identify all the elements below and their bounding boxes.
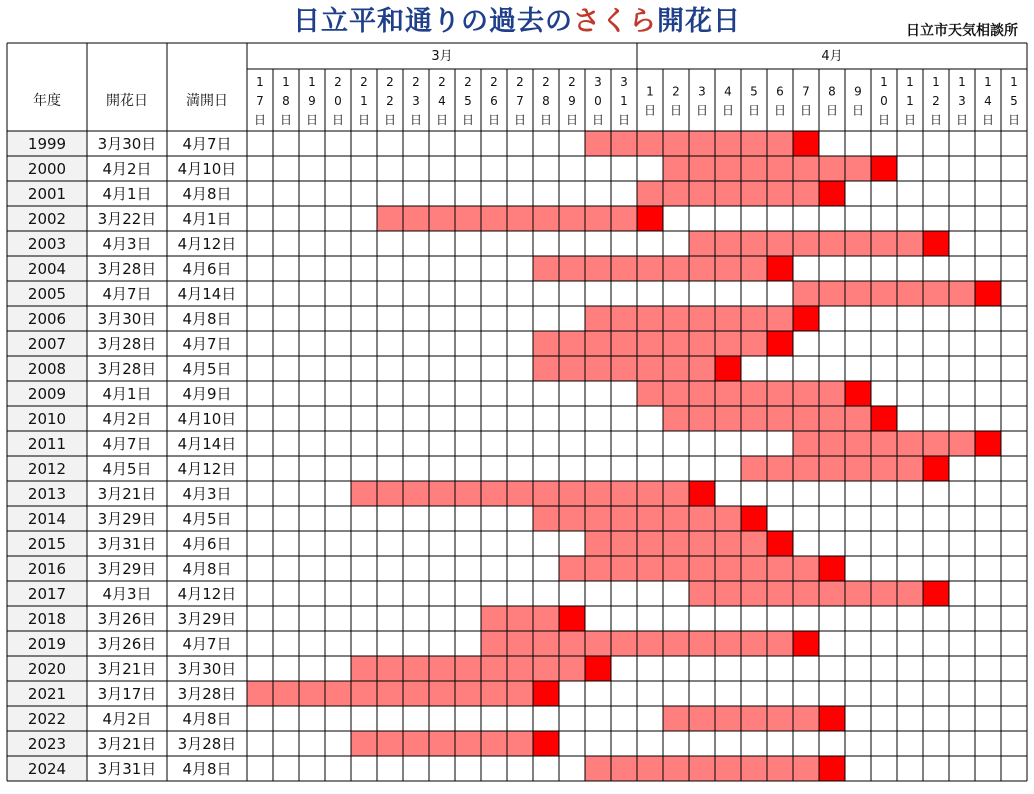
day-label: 日 [565,113,579,127]
bloom-date-cell: 3月31日 [97,535,157,553]
year-cell: 2008 [27,360,67,378]
full-bloom-date-cell: 4月1日 [182,210,232,228]
day-label: 1 [932,75,940,89]
month-label-april: 4月 [821,49,843,64]
year-cell: 2009 [27,385,67,403]
bloom-period-bar [793,431,975,456]
day-label: 日 [1007,113,1021,127]
day-label: 2 [334,75,342,89]
day-label: 2 [490,75,498,89]
day-label: 0 [594,94,602,108]
day-label: 1 [1010,75,1018,89]
day-label: 2 [568,75,576,89]
bloom-date-cell: 4月1日 [102,185,152,203]
full-bloom-cell [585,656,611,681]
year-cell: 2017 [27,585,67,603]
full-bloom-cell [871,156,897,181]
title-part-3: 開花日 [657,6,741,37]
full-bloom-cell [923,581,949,606]
full-bloom-date-cell: 4月7日 [182,135,232,153]
day-label: 日 [383,113,397,127]
day-label: 9 [308,94,316,108]
year-cell: 2006 [27,310,67,328]
bloom-date-cell: 3月26日 [97,610,157,628]
day-label: 2 [932,94,940,108]
full-bloom-date-cell: 4月8日 [182,185,232,203]
year-cell: 2022 [27,710,67,728]
day-label: 7 [802,84,810,99]
year-cell: 2020 [27,660,67,678]
bloom-date-cell: 4月7日 [102,285,152,303]
full-bloom-cell [975,281,1001,306]
year-cell: 2005 [27,285,67,303]
title-part-sakura: さくら [573,6,657,37]
year-cell: 2021 [27,685,67,703]
day-label: 1 [256,75,264,89]
day-label: 0 [334,94,342,108]
day-label: 日 [929,113,943,127]
day-label: 1 [308,75,316,89]
day-label: 日 [747,103,761,118]
bloom-date-cell: 4月2日 [102,160,152,178]
day-label: 日 [305,113,319,127]
day-label: 6 [490,94,498,108]
full-bloom-cell [923,231,949,256]
year-cell: 1999 [27,135,67,153]
bloom-date-cell: 4月3日 [102,585,152,603]
full-bloom-date-cell: 4月6日 [182,260,232,278]
year-cell: 2000 [27,160,67,178]
bloom-date-cell: 3月17日 [97,685,157,703]
day-label: 日 [487,113,501,127]
day-label: 1 [984,75,992,89]
full-bloom-date-cell: 4月14日 [177,285,237,303]
bloom-period-bar [585,531,767,556]
bloom-date-cell: 3月28日 [97,335,157,353]
bloom-date-cell: 3月29日 [97,560,157,578]
bloom-period-bar [533,256,767,281]
bloom-period-bar [689,581,923,606]
bloom-period-bar [741,456,923,481]
day-label: 日 [721,103,735,118]
bloom-date-cell: 4月2日 [102,410,152,428]
full-bloom-cell [637,206,663,231]
day-label: 2 [464,75,472,89]
full-bloom-cell [819,756,845,781]
day-label: 日 [591,113,605,127]
day-label: 日 [279,113,293,127]
day-label: 日 [513,113,527,127]
full-bloom-date-cell: 4月8日 [182,760,232,778]
day-label: 日 [825,103,839,118]
day-label: 2 [412,75,420,89]
year-cell: 2019 [27,635,67,653]
full-bloom-cell [793,306,819,331]
full-bloom-date-cell: 4月3日 [182,485,232,503]
bloom-date-cell: 4月3日 [102,235,152,253]
bloom-date-cell: 4月5日 [102,460,152,478]
day-label: 2 [542,75,550,89]
day-label: 9 [854,84,862,99]
day-label: 4 [724,84,732,99]
bloom-period-bar [637,181,819,206]
header-bloom: 開花日 [106,93,148,109]
full-bloom-cell [689,481,715,506]
year-cell: 2007 [27,335,67,353]
day-label: 5 [750,84,758,99]
day-label: 日 [357,113,371,127]
full-bloom-cell [975,431,1001,456]
bloom-date-cell: 4月1日 [102,385,152,403]
year-cell: 2004 [27,260,67,278]
day-label: 7 [516,94,524,108]
source-label: 日立市天気相談所 [906,23,1018,39]
full-bloom-date-cell: 4月7日 [182,635,232,653]
bloom-period-bar [351,656,585,681]
full-bloom-cell [871,406,897,431]
day-label: 3 [594,75,602,89]
full-bloom-date-cell: 4月12日 [177,235,237,253]
full-bloom-date-cell: 4月8日 [182,310,232,328]
year-cell: 2012 [27,460,67,478]
year-cell: 2015 [27,535,67,553]
full-bloom-cell [767,531,793,556]
full-bloom-date-cell: 3月29日 [177,610,237,628]
bloom-period-bar [351,731,533,756]
full-bloom-date-cell: 4月8日 [182,710,232,728]
year-cell: 2001 [27,185,67,203]
bloom-period-bar [533,356,715,381]
day-label: 3 [620,75,628,89]
full-bloom-date-cell: 4月8日 [182,560,232,578]
bloom-date-cell: 3月28日 [97,360,157,378]
day-label: 7 [256,94,264,108]
day-label: 8 [282,94,290,108]
day-label: 2 [360,75,368,89]
bloom-date-cell: 3月21日 [97,660,157,678]
year-cell: 2016 [27,560,67,578]
full-bloom-date-cell: 4月9日 [182,385,232,403]
full-bloom-date-cell: 4月7日 [182,335,232,353]
day-label: 5 [464,94,472,108]
full-bloom-date-cell: 3月28日 [177,735,237,753]
day-label: 2 [438,75,446,89]
day-label: 1 [880,75,888,89]
day-label: 6 [776,84,784,99]
day-label: 日 [903,113,917,127]
full-bloom-date-cell: 3月28日 [177,685,237,703]
bloom-period-bar [351,481,689,506]
day-label: 1 [282,75,290,89]
bloom-date-cell: 3月22日 [97,210,157,228]
full-bloom-date-cell: 4月5日 [182,360,232,378]
full-bloom-date-cell: 4月10日 [177,410,237,428]
full-bloom-cell [793,631,819,656]
day-label: 日 [669,103,683,118]
day-label: 日 [435,113,449,127]
day-label: 日 [799,103,813,118]
day-label: 8 [542,94,550,108]
header-year: 年度 [33,93,61,109]
full-bloom-date-cell: 3月30日 [177,660,237,678]
day-label: 日 [409,113,423,127]
bloom-date-cell: 4月7日 [102,435,152,453]
full-bloom-cell [923,456,949,481]
day-label: 3 [412,94,420,108]
bloom-date-cell: 4月2日 [102,710,152,728]
day-label: 2 [516,75,524,89]
month-label-march: 3月 [431,49,453,64]
full-bloom-cell [533,681,559,706]
full-bloom-cell [559,606,585,631]
bloom-date-cell: 3月29日 [97,510,157,528]
full-bloom-cell [793,131,819,156]
day-label: 1 [906,75,914,89]
bloom-period-bar [481,606,559,631]
bloom-date-cell: 3月21日 [97,485,157,503]
year-cell: 2011 [27,435,67,453]
full-bloom-date-cell: 4月10日 [177,160,237,178]
full-bloom-cell [533,731,559,756]
full-bloom-cell [741,506,767,531]
day-label: 日 [955,113,969,127]
bloom-date-cell: 3月28日 [97,260,157,278]
day-label: 日 [695,103,709,118]
day-label: 1 [360,94,368,108]
day-label: 3 [958,94,966,108]
day-label: 日 [461,113,475,127]
full-bloom-cell [715,356,741,381]
day-label: 0 [880,94,888,108]
full-bloom-date-cell: 4月6日 [182,535,232,553]
full-bloom-cell [819,181,845,206]
day-label: 日 [617,113,631,127]
full-bloom-cell [819,556,845,581]
bloom-date-cell: 3月31日 [97,760,157,778]
day-label: 5 [1010,94,1018,108]
year-cell: 2018 [27,610,67,628]
day-label: 日 [981,113,995,127]
bloom-period-bar [247,681,533,706]
bloom-period-bar [793,281,975,306]
full-bloom-cell [767,256,793,281]
year-cell: 2010 [27,410,67,428]
bloom-date-cell: 3月21日 [97,735,157,753]
full-bloom-cell [767,331,793,356]
year-cell: 2023 [27,735,67,753]
day-label: 2 [386,94,394,108]
day-label: 3 [698,84,706,99]
day-label: 日 [539,113,553,127]
day-label: 日 [643,103,657,118]
header-full: 満開日 [186,93,228,109]
day-label: 1 [958,75,966,89]
full-bloom-date-cell: 4月12日 [177,460,237,478]
day-label: 1 [620,94,628,108]
full-bloom-date-cell: 4月14日 [177,435,237,453]
title-part-1: 日立平和通りの過去の [293,6,573,37]
day-label: 2 [672,84,680,99]
bloom-date-cell: 3月30日 [97,135,157,153]
year-cell: 2003 [27,235,67,253]
day-label: 日 [253,113,267,127]
bloom-period-bar [689,231,923,256]
day-label: 4 [984,94,992,108]
bloom-period-bar [585,756,819,781]
day-label: 8 [828,84,836,99]
day-label: 日 [877,113,891,127]
day-label: 2 [386,75,394,89]
full-bloom-date-cell: 4月12日 [177,585,237,603]
day-label: 日 [851,103,865,118]
year-cell: 2014 [27,510,67,528]
day-label: 日 [773,103,787,118]
day-label: 1 [646,84,654,99]
day-label: 4 [438,94,446,108]
bloom-period-bar [533,331,767,356]
bloom-date-cell: 3月30日 [97,310,157,328]
bloom-date-cell: 3月26日 [97,635,157,653]
day-label: 9 [568,94,576,108]
day-label: 日 [331,113,345,127]
year-cell: 2013 [27,485,67,503]
full-bloom-date-cell: 4月5日 [182,510,232,528]
year-cell: 2002 [27,210,67,228]
full-bloom-cell [845,381,871,406]
year-cell: 2024 [27,760,67,778]
full-bloom-cell [819,706,845,731]
day-label: 1 [906,94,914,108]
